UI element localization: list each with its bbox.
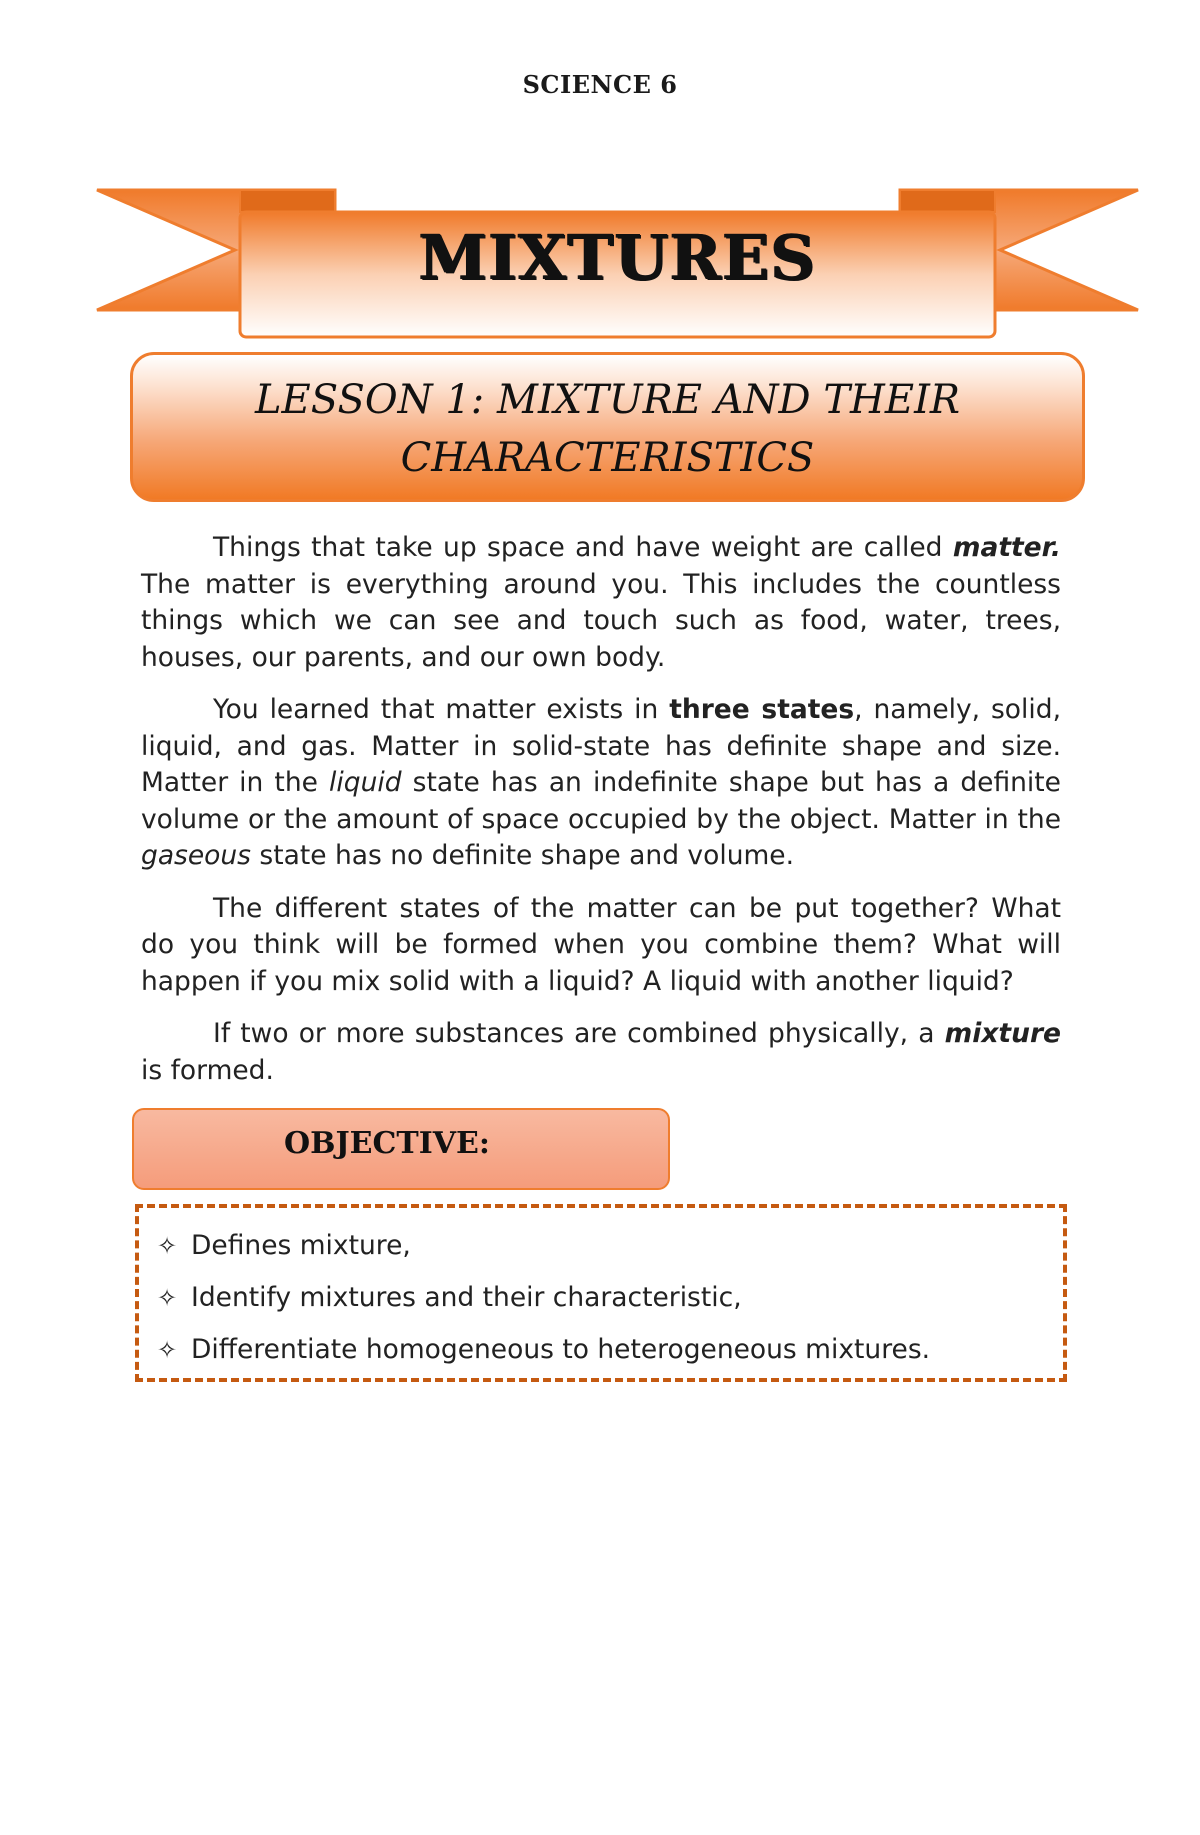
p2-text-end: state has no definite shape and volume. [251,840,795,871]
p4-text-end: is formed. [141,1054,274,1086]
p2-text-mid2: state has an indefinite shape but has a definite volume or the amount of space occupied by the object. Matter in the [141,767,1061,835]
subject-header: SCIENCE 6 [522,70,678,99]
term-three-states: three states [669,694,855,725]
p1-text-end: The matter is everything around you. This includes the countless things which we can see and touch such as food, water, trees, houses, our parents, and our own body. [141,568,1061,673]
list-item [157,1272,1063,1324]
lesson-title-line-1: LESSON 1: MIXTURE AND THEIR [254,377,961,423]
objective-list [135,1204,1067,1382]
p1-text-start: Things that take up space and have weight are called [213,532,953,563]
paragraph-questions: The different states of the matter can be put together? What do you think will be formed when you combine them? What will happen if you mix solid with a liquid? A liquid with another liquid? [141,892,1061,997]
left-ribbon-fold [240,190,335,212]
p2-text-mid: , namely, solid, liquid, and gas. Matter in solid-state has definite shape and size. Matter in the [141,694,1061,798]
lesson-body [141,530,1061,1105]
p2-text-start: You learned that matter exists in [213,694,670,725]
paragraph-states-of-matter [141,692,1061,875]
paragraph-matter-definition [141,530,1061,676]
four-point-star-icon: ✧ [157,1232,178,1260]
objective-item-text: Differentiate homogeneous to heterogeneous mixtures. [191,1334,931,1365]
term-liquid: liquid [329,767,402,798]
right-ribbon-fold [900,190,995,212]
list-item [157,1220,1063,1272]
objective-heading: OBJECTIVE: [284,1126,491,1161]
lesson-title-line-2: CHARACTERISTICS [400,435,815,481]
objective-item-text: Identify mixtures and their characteristic, [191,1282,742,1313]
term-matter: matter. [952,532,1061,563]
lesson-title-box [130,352,1085,502]
p4-text-start: If two or more substances are combined physically, a [213,1018,945,1049]
objective-item-text: Defines mixture, [191,1230,411,1261]
four-point-star-icon: ✧ [157,1336,178,1364]
term-mixture: mixture [944,1018,1061,1049]
list-item [157,1324,1063,1376]
four-point-star-icon: ✧ [157,1284,178,1312]
page-title: MIXTURES [418,221,817,294]
paragraph-mixture-definition [141,1016,1061,1089]
title-ribbon-banner [95,185,1140,345]
objective-heading-box [132,1108,670,1190]
term-gaseous: gaseous [141,840,251,871]
